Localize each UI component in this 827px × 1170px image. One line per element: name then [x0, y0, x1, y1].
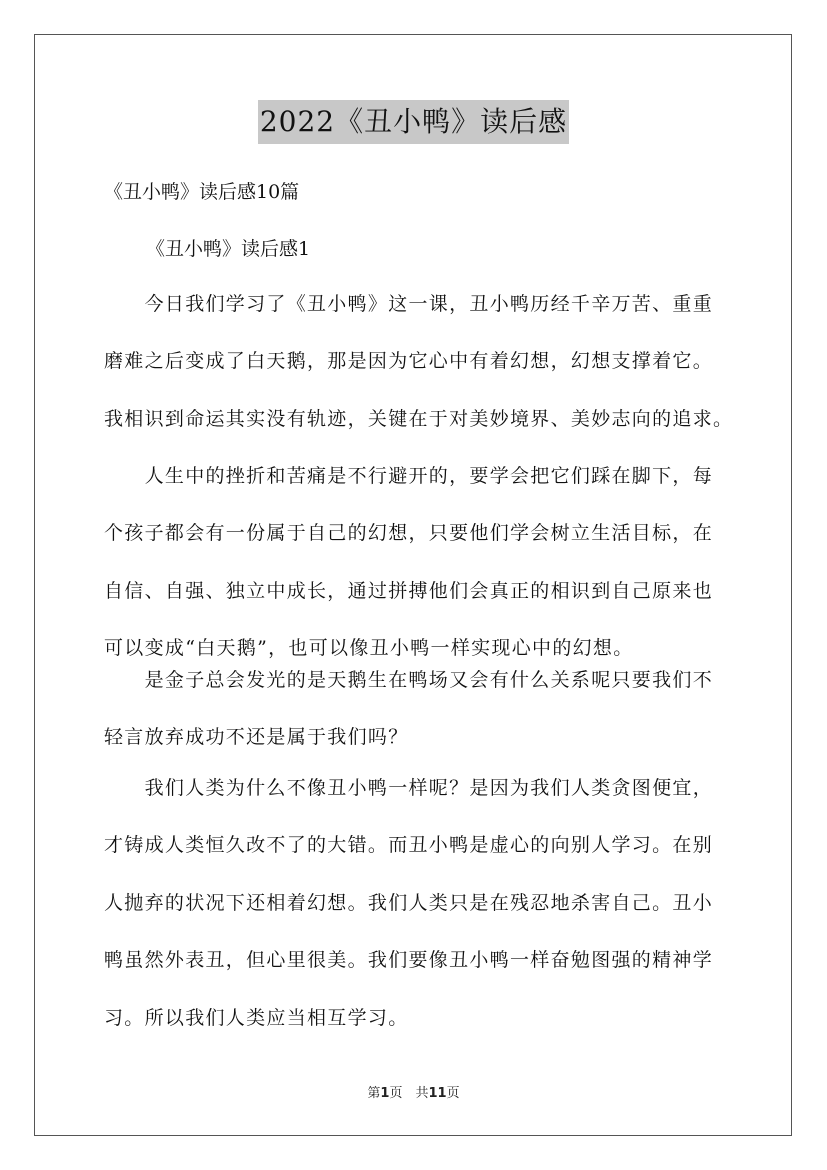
title-wrap: [0, 100, 827, 144]
paragraph-3: [104, 666, 744, 781]
text-line: 个孩子都会有一份属于自己的幻想，只要他们学会树立生活目标，在: [104, 522, 714, 545]
page-label-suffix: 页: [446, 1086, 460, 1101]
text-line: 我们人类为什么不像丑小鸭一样呢？是因为我们人类贪图便宜，: [104, 777, 714, 799]
document-title: 2022《丑小鸭》读后感: [258, 100, 569, 144]
text-line: 人抛弃的状况下还相着幻想。我们人类只是在残忍地杀害自己。丑小: [104, 891, 714, 914]
page-footer: [0, 1082, 827, 1101]
text-line: 习。所以我们人类应当相互学习。: [104, 1006, 409, 1029]
page-label-prefix: 第: [367, 1086, 381, 1101]
paragraph-4: [104, 774, 744, 1061]
text-line: 人生中的挫折和苦痛是不行避开的，要学会把它们踩在脚下，每: [104, 465, 714, 487]
text-line: 才铸成人类恒久改不了的大错。而丑小鸭是虚心的向别人学习。在别: [104, 834, 714, 857]
text-line: 今日我们学习了《丑小鸭》这一课，丑小鸭历经千辛万苦、重重: [104, 293, 714, 315]
text-line: 自信、自强、独立中成长，通过拼搏他们会真正的相识到自己原来也: [104, 579, 714, 602]
text-line: 轻言放弃成功不还是属于我们吗？: [104, 726, 409, 749]
page-current: 1: [380, 1086, 390, 1101]
text-line: 我相识到命运其实没有轨迹，关键在于对美妙境界、美妙志向的追求。: [104, 407, 734, 430]
page-label-mid: 页 共: [389, 1086, 429, 1101]
text-line: 鸭虽然外表丑，但心里很美。我们要像丑小鸭一样奋勉图强的精神学: [104, 949, 714, 972]
text-line: 磨难之后变成了白天鹅，那是因为它心中有着幻想，幻想支撑着它。: [104, 350, 714, 373]
chapter-heading: 《丑小鸭》读后感1: [146, 238, 311, 260]
document-subtitle: 《丑小鸭》读后感10篇: [104, 181, 300, 203]
paragraph-1: [104, 290, 744, 462]
text-line: 是金子总会发光的是天鹅生在鸭场又会有什么关系呢只要我们不: [104, 669, 714, 691]
page-total: 11: [428, 1086, 447, 1101]
text-line: 可以变成“白天鹅”，也可以像丑小鸭一样实现心中的幻想。: [104, 637, 634, 660]
paragraph-2: [104, 462, 744, 692]
